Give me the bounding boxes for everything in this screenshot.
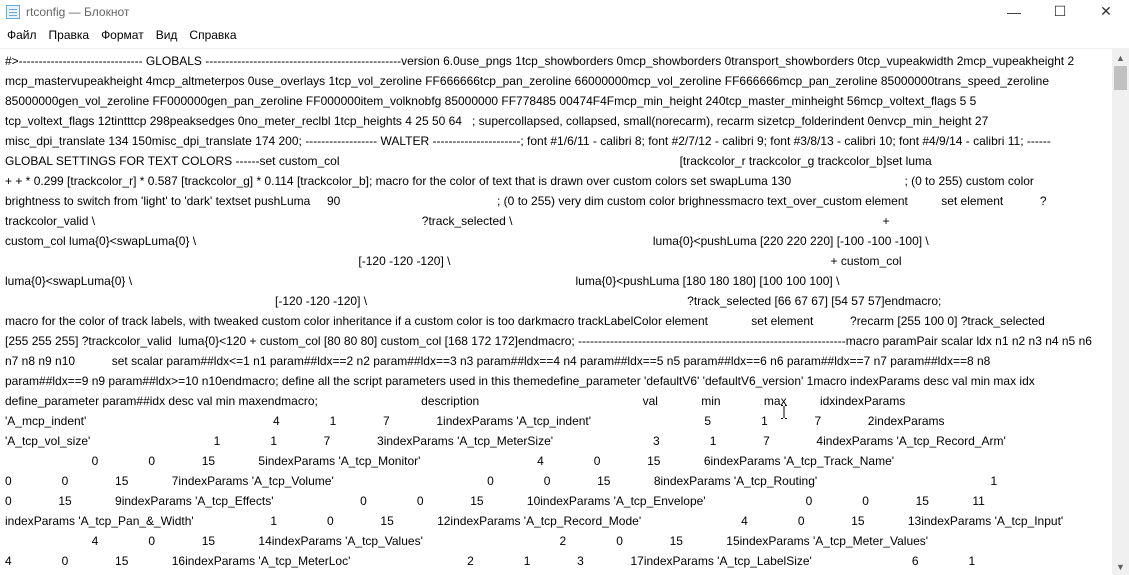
- minimize-icon: —: [1007, 3, 1021, 20]
- scroll-thumb[interactable]: [1114, 66, 1127, 90]
- editor-line: [-120 -120 -120] \ ?track_selected [66 67 67] [54 57 57]endmacro;: [5, 294, 942, 308]
- editor-line: 4 0 15 14indexParams 'A_tcp_Values' 2 0 15 15indexParams 'A_tcp_Meter_Values': [5, 534, 929, 548]
- menu-edit[interactable]: Правка: [48, 28, 90, 42]
- editor-line: trackcolor_valid \ ?track_selected \ +: [5, 214, 890, 228]
- window-title: rtconfig — Блокнот: [26, 4, 130, 19]
- editor-line: + + * 0.299 [trackcolor_r] * 0.587 [trackcolor_g] * 0.114 [trackcolor_b]; macro for the color of text that is drawn over custom colors set swapLuma 130 ; (0 to 255) custom color: [5, 174, 1034, 188]
- notepad-icon: [6, 5, 20, 19]
- editor-line: luma{0}<swapLuma{0} \ luma{0}<pushLuma [180 180 180] [100 100 100] \: [5, 274, 840, 288]
- menu-view[interactable]: Вид: [155, 28, 178, 42]
- editor-line: GLOBAL SETTINGS FOR TEXT COLORS ------set custom_col [trackcolor_r trackcolor_g trackcolor_b]set luma: [5, 154, 932, 168]
- scroll-up-icon[interactable]: ▲: [1116, 52, 1125, 63]
- editor-content[interactable]: [5, 51, 1107, 571]
- maximize-button[interactable]: [1037, 0, 1083, 23]
- close-button[interactable]: [1083, 0, 1129, 23]
- editor-line: [255 255 255] ?trackcolor_valid luma{0}<120 + custom_col [80 80 80] custom_col [168 172 172]endmacro; -------------------------------------------------------------------macro paramPair scalar ldx n1 n2 n3 n4 n5 n6: [5, 334, 1092, 348]
- editor-line: #>------------------------------- GLOBALS -------------------------------------------------version 6.0use_pngs 1tcp_showborders 0mcp_showborders 0transport_showborders 0tcp_vupeakwidth 2mcp_vupeakheight 2: [5, 54, 1075, 68]
- editor-line: tcp_voltext_flags 12tintttcp 298peaksedges 0no_meter_reclbl 1tcp_heights 4 25 50 64 ; supercollapsed, collapsed, small(norecarm), recarm sizetcp_folderindent 0envcp_min_height 27: [5, 114, 989, 128]
- editor-line: [-120 -120 -120] \ + custom_col: [5, 254, 902, 268]
- close-icon: ✕: [1100, 3, 1112, 19]
- title-bar: [0, 0, 1129, 23]
- editor-line: 0 15 9indexParams 'A_tcp_Effects' 0 0 15 10indexParams 'A_tcp_Envelope' 0 0 15 11: [5, 494, 985, 508]
- editor-line: 'A_tcp_vol_size' 1 1 7 3indexParams 'A_tcp_MeterSize' 3 1 7 4indexParams 'A_tcp_Record_Arm': [5, 434, 1006, 448]
- editor-line: macro for the color of track labels, with tweaked custom color inheritance if a custom color is too darkmacro trackLabelColor element set element ?recarm [255 100 0] ?track_selected: [5, 314, 1045, 328]
- menu-file[interactable]: Файл: [7, 28, 37, 42]
- scroll-down-icon[interactable]: ▼: [1116, 561, 1125, 572]
- editor-line: param##ldx==9 n9 param##ldx>=10 n10endmacro; define all the script parameters used in this themedefine_parameter 'defaultV6' 'defaultV6_version' 1macro indexParams desc val min max idx: [5, 374, 1035, 388]
- menu-bar: [0, 23, 1129, 49]
- editor-line: define_parameter param##idx desc val min maxendmacro; description val min max idxindexParams: [5, 394, 906, 408]
- editor-line: 'A_mcp_indent' 4 1 7 1indexParams 'A_tcp_indent' 5 1 7 2indexParams: [5, 414, 945, 428]
- editor-line: custom_col luma{0}<swapLuma{0} \ luma{0}<pushLuma [220 220 220] [-100 -100 -100] \: [5, 234, 929, 248]
- menu-format[interactable]: Формат: [101, 28, 144, 42]
- text-editor[interactable]: [0, 49, 1112, 575]
- editor-line: mcp_mastervupeakheight 4mcp_altmeterpos 0use_overlays 1tcp_vol_zeroline FF666666tcp_pan_zeroline 66000000mcp_vol_zeroline FF666666mcp_pan_zeroline 85000000trans_speed_zeroline: [5, 74, 1050, 88]
- editor-line: indexParams 'A_tcp_Pan_&_Width' 1 0 15 12indexParams 'A_tcp_Record_Mode' 4 0 15 13indexParams 'A_tcp_Input': [5, 514, 1064, 528]
- editor-line: 0 0 15 5indexParams 'A_tcp_Monitor' 4 0 15 6indexParams 'A_tcp_Track_Name': [5, 454, 895, 468]
- vertical-scrollbar[interactable]: [1112, 49, 1129, 575]
- editor-line: 4 0 15 16indexParams 'A_tcp_MeterLoc' 2 1 3 17indexParams 'A_tcp_LabelSize' 6 1: [5, 554, 976, 568]
- window-controls: [991, 0, 1129, 23]
- editor-line: brightness to switch from 'light' to 'dark' textset pushLuma 90 ; (0 to 255) very dim custom color brighnessmacro text_over_custom element set element ?: [5, 194, 1047, 208]
- editor-line: n7 n8 n9 n10 set scalar param##ldx<=1 n1 param##ldx==2 n2 param##ldx==3 n3 param##ldx==4 n4 param##ldx==5 n5 param##ldx==6 n6 param##ldx==7 n7 param##ldx==8 n8: [5, 354, 991, 368]
- minimize-button[interactable]: [991, 0, 1037, 23]
- maximize-icon: ☐: [1053, 3, 1067, 19]
- text-cursor-icon: [780, 405, 788, 419]
- menu-help[interactable]: Справка: [189, 28, 237, 42]
- editor-line: misc_dpi_translate 134 150misc_dpi_translate 174 200; ------------------ WALTER ----------------------; font #1/6/11 - calibri 8; font #2/7/12 - calibri 9; font #3/8/13 - calibri 10; font #4/9/14 - calibri 11; ------: [5, 134, 1051, 148]
- editor-line: 85000000gen_vol_zeroline FF000000gen_pan_zeroline FF000000item_volknobfg 85000000 FF778485 00474F4Fmcp_min_height 240tcp_master_minheight 56mcp_voltext_flags 5 5: [5, 94, 977, 108]
- editor-line: 0 0 15 7indexParams 'A_tcp_Volume' 0 0 15 8indexParams 'A_tcp_Routing' 1: [5, 474, 998, 488]
